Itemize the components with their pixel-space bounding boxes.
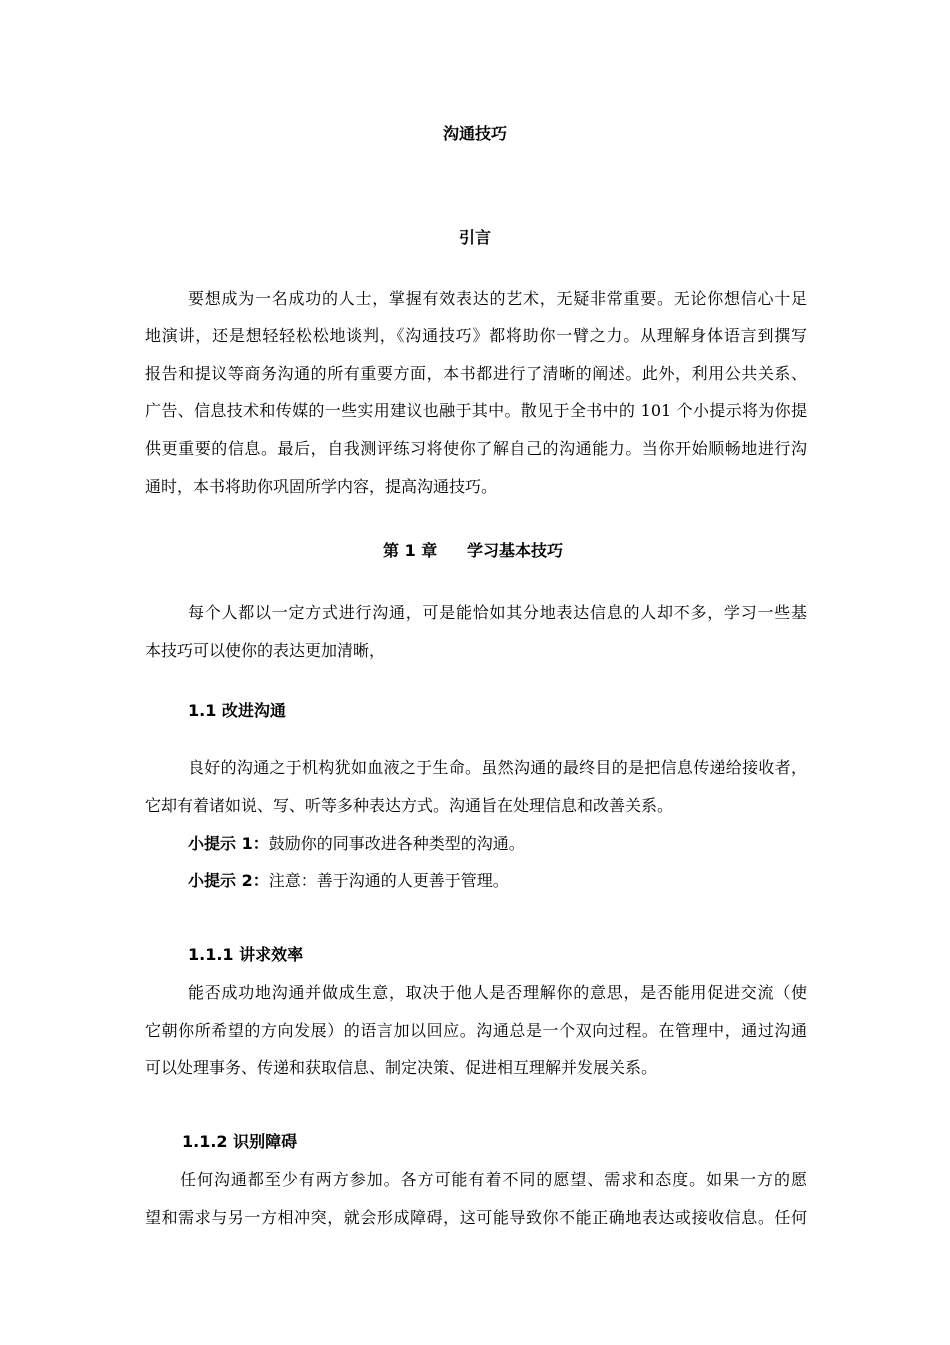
chapter-title: 学习基本技巧 <box>467 541 564 560</box>
section-1-1-2-heading: 1.1.2 识别障碍 <box>182 1132 298 1151</box>
section-1-1-2-line-1: 任何沟通都至少有两方参加。各方可能有着不同的愿望、需求和态度。如果一方的愿 <box>180 1170 807 1189</box>
section-1-1-1-line-3: 可以处理事务、传递和获取信息、制定决策、促进相互理解并发展关系。 <box>145 1058 658 1077</box>
section-1-1-heading: 1.1 改进沟通 <box>188 701 286 720</box>
intro-line-1: 要想成为一名成功的人士，掌握有效表达的艺术，无疑非常重要。无论你想信心十足 <box>188 289 807 308</box>
intro-line-2: 地演讲，还是想轻轻松松地谈判，《沟通技巧》都将助你一臂之力。从理解身体语言到撰写 <box>145 326 807 345</box>
section-1-1-1-heading: 1.1.1 讲求效率 <box>188 945 304 964</box>
chapter1-line-2: 本技巧可以使你的表达更加清晰， <box>145 641 386 660</box>
tip-2 <box>188 871 509 891</box>
tip-2-text: 注意：善于沟通的人更善于管理。 <box>268 871 509 890</box>
chapter1-line-1: 每个人都以一定方式进行沟通，可是能恰如其分地表达信息的人却不多，学习一些基 <box>188 603 807 622</box>
intro-line-3: 报告和提议等商务沟通的所有重要方面，本书都进行了清晰的阐述。此外，利用公共关系、 <box>145 364 807 383</box>
document-title: 沟通技巧 <box>442 124 507 143</box>
tip-2-label: 小提示 2： <box>188 871 269 890</box>
section-1-1-2-line-2: 望和需求与另一方相冲突，就会形成障碍，这可能导致你不能正确地表达或接收信息。任何 <box>145 1208 807 1227</box>
intro-line-5: 供更重要的信息。最后，自我测评练习将使你了解自己的沟通能力。当你开始顺畅地进行沟 <box>145 439 807 458</box>
chapter-number: 第 1 章 <box>383 541 438 560</box>
tip-1 <box>188 834 525 854</box>
section-1-1-line-2: 它却有着诸如说、写、听等多种表达方式。沟通旨在处理信息和改善关系。 <box>145 796 674 815</box>
intro-heading: 引言 <box>458 228 491 247</box>
section-1-1-1-line-2: 它朝你所希望的方向发展）的语言加以回应。沟通总是一个双向过程。在管理中，通过沟通 <box>145 1021 807 1040</box>
tip-1-text: 鼓励你的同事改进各种类型的沟通。 <box>268 834 525 853</box>
tip-1-label: 小提示 1： <box>188 834 269 853</box>
section-1-1-1-line-1: 能否成功地沟通并做成生意，取决于他人是否理解你的意思，是否能用促进交流（使 <box>188 983 807 1002</box>
intro-line-4: 广告、信息技术和传媒的一些实用建议也融于其中。散见于全书中的 101 个小提示将为你提 <box>145 401 807 420</box>
intro-line-6: 通时，本书将助你巩固所学内容，提高沟通技巧。 <box>145 477 498 496</box>
section-1-1-line-1: 良好的沟通之于机构犹如血液之于生命。虽然沟通的最终目的是把信息传递给接收者， <box>188 758 807 777</box>
